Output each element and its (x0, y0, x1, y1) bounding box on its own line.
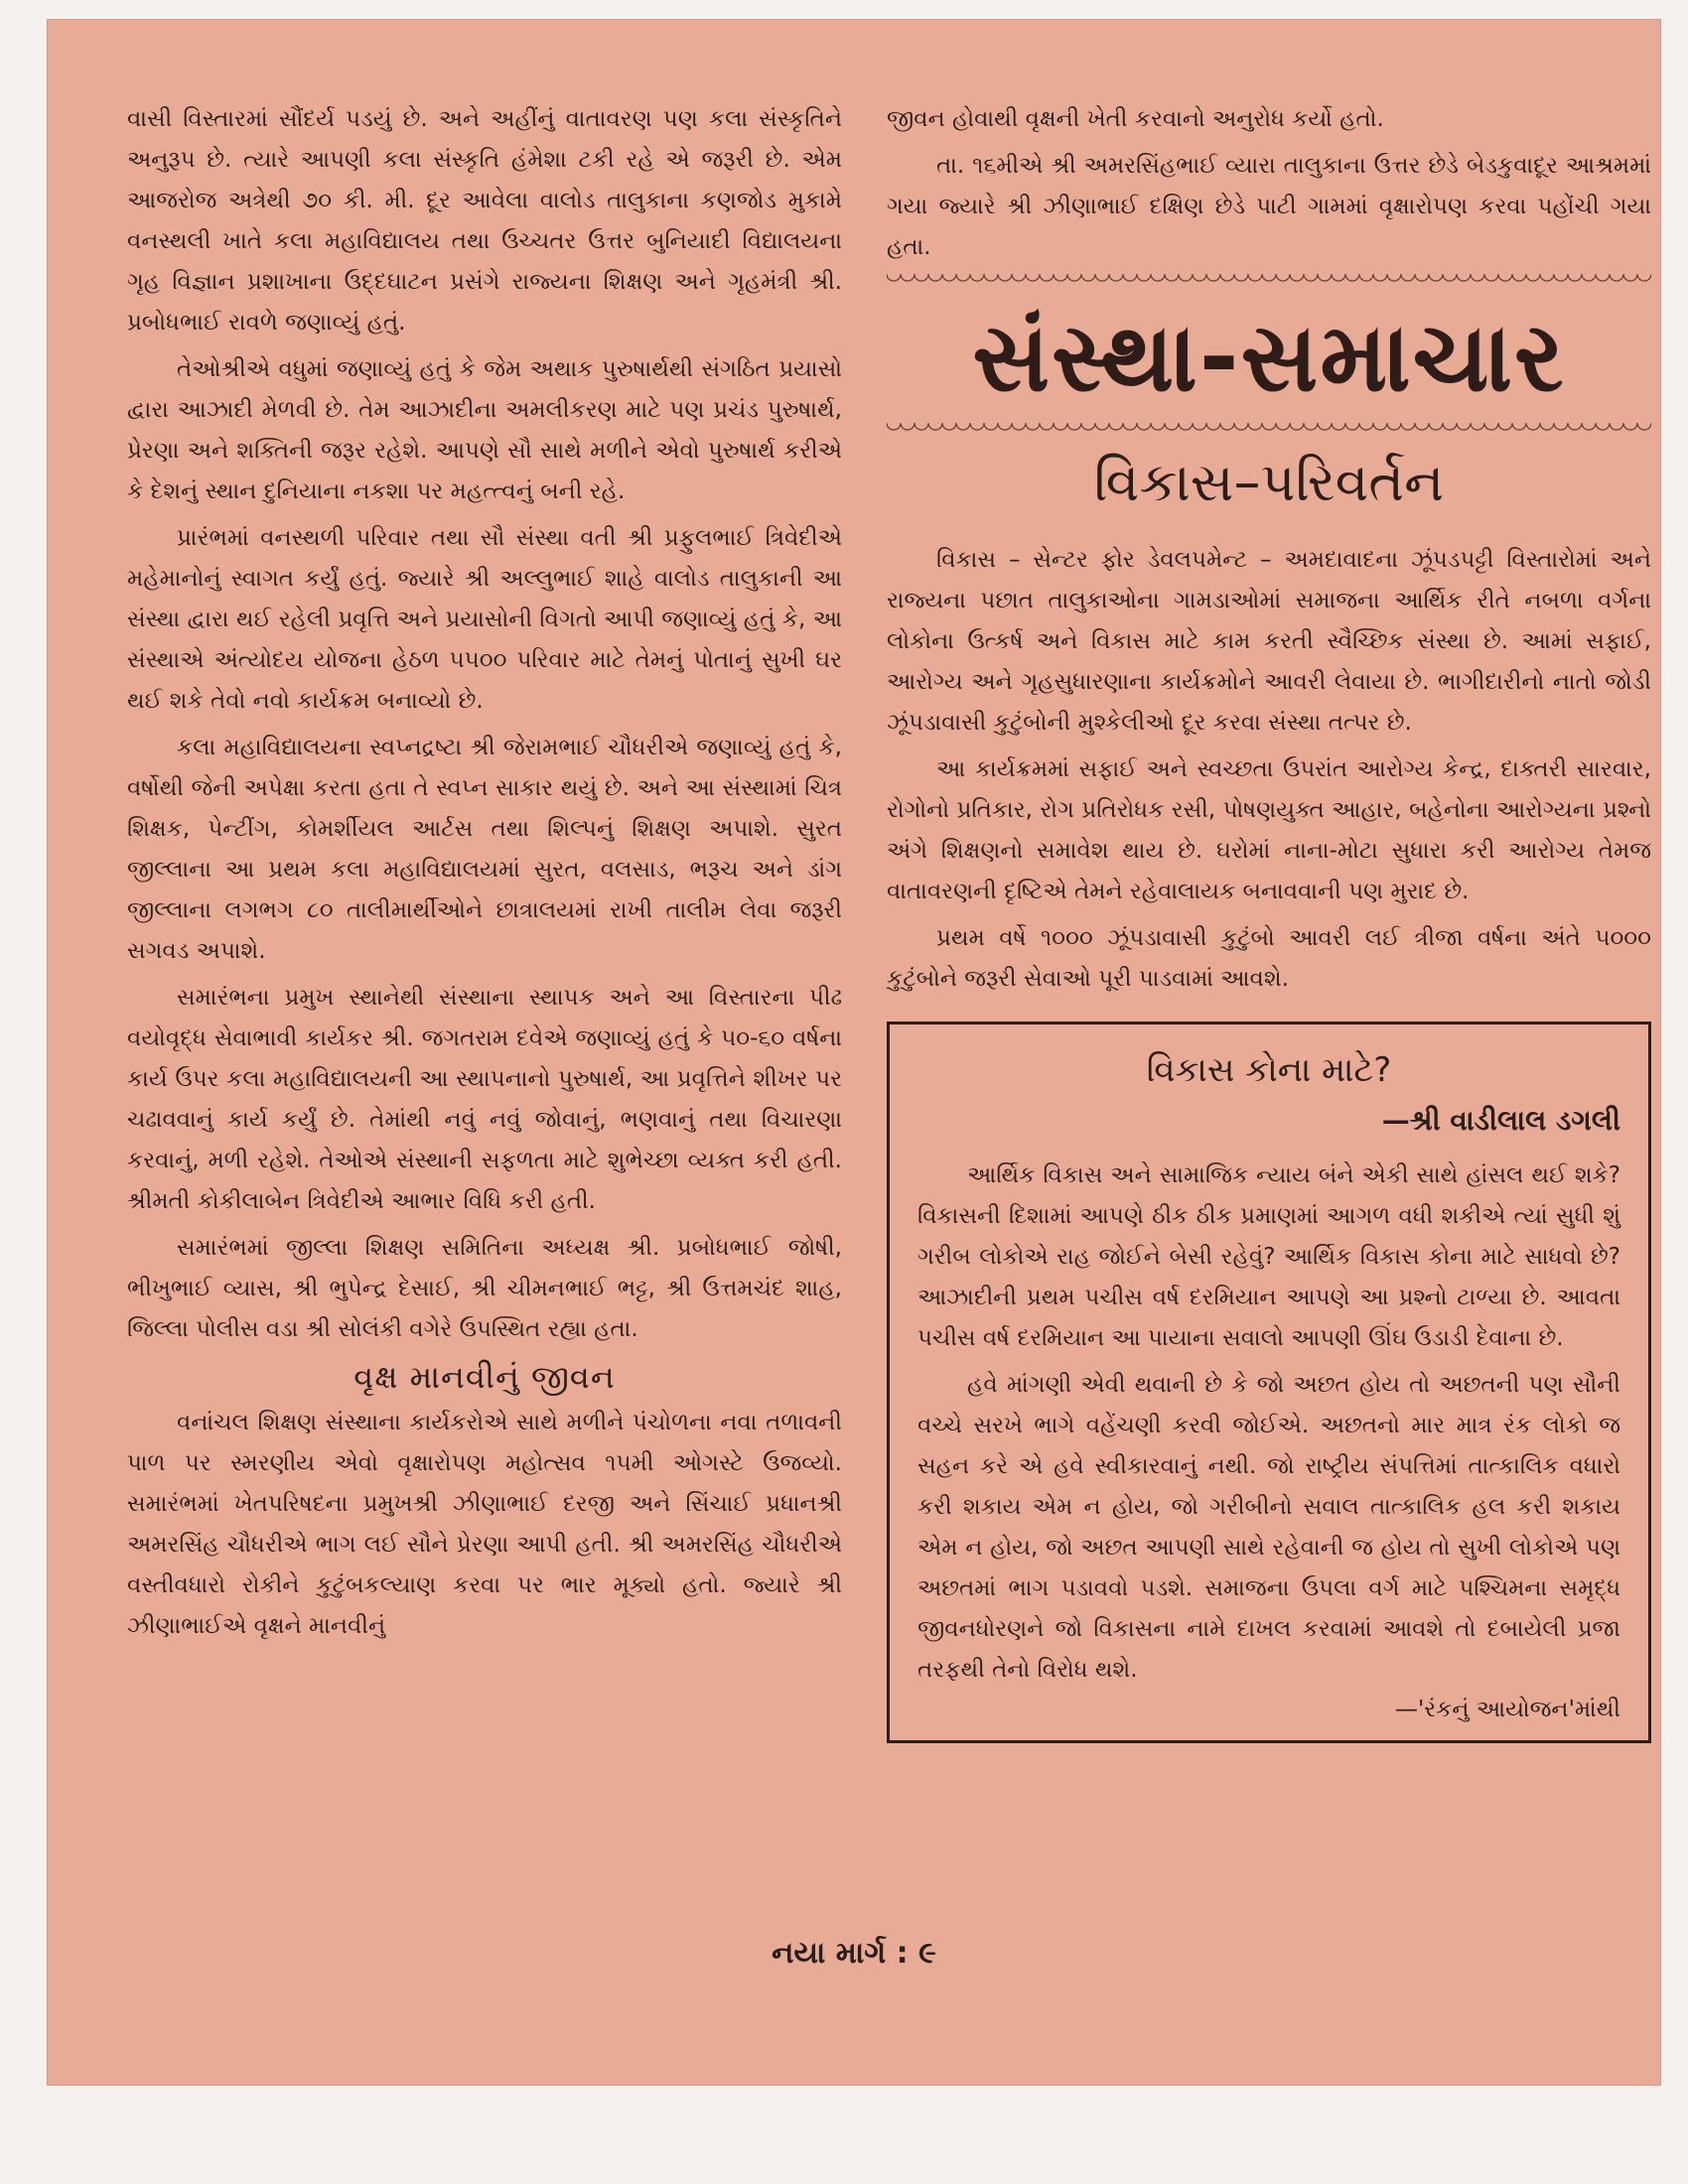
box-paragraph: હવે માંગણી એવી થવાની છે કે જો અછત હોય તો અછતની પણ સૌની વચ્ચે સરખે ભાગે વહેંચણી કરવી જોઈએ. અછતનો માર માત્ર રંક લોકો જ સહન કરે એ હવે સ્વીકારવાનું નથી. જો રાષ્ટ્રીય સંપત્તિમાં તાત્કાલિક વધારો કરી શકાય એમ ન હોય, જો ગરીબીનો સવાલ તાત્કાલિક હલ કરી શકાય એમ ન હોય, જો અછત આપણી સાથે રહેવાની જ હોય તો સુખી લોકોએ પણ અછતમાં ભાગ પડાવવો પડશે. સમાજના ઉપલા વર્ગ માટે પશ્ચિમના સમૃદ્ધ જીવનધોરણને જો વિકાસના નામે દાખલ કરવામાં આવશે તો દબાયેલી પ્રજા તરફથી તેનો વિરોધ થશે. (917, 1372, 1621, 1683)
article-paragraph: સમારંભના પ્રમુખ સ્થાનેથી સંસ્થાના સ્થાપક અને આ વિસ્તારના પીઢ વયોવૃદ્ધ સેવાભાવી કાર્યકર શ્રી. જગતરામ દવેએ જણાવ્યું હતું કે ૫૦-૬૦ વર્ષના કાર્ય ઉપર કલા મહાવિદ્યાલયની આ સ્થાપનાનો પુરુષાર્થ, આ પ્રવૃત્તિને શીખર પર ચઢાવવાનું કાર્ય કર્યું છે. તેમાંથી નવું નવું જોવાનું, ભણવાનું તથા વિચારણા કરવાનું, મળી રહેશે. તેઓએ સંસ્થાની સફળતા માટે શુભેચ્છા વ્યક્ત કરી હતી. શ્રીમતી કોકીલાબેન ત્રિવેદીએ આભાર વિધિ કરી હતી. (127, 985, 842, 1214)
box-paragraph: આર્થિક વિકાસ અને સામાજિક ન્યાય બંને એકી સાથે હાંસલ થઈ શકે? વિકાસની દિશામાં આપણે ઠીક ઠીક પ્રમાણમાં આગળ વધી શકીએ ત્યાં સુધી શું ગરીબ લોકોએ રાહ જોઈને બેસી રહેવું? આર્થિક વિકાસ કોના માટે સાધવો છે? આઝાદીની પ્રથમ પચીસ વર્ષ દરમિયાન આપણે આ પ્રશ્નો ટાળ્યા છે. આવતા પચીસ વર્ષ દરમિયાન આ પાયાના સવાલો આપણી ઊંઘ ઉડાડી દેવાના છે. (917, 1162, 1620, 1351)
page-footer: નયા માર્ગ : ૯ (772, 1936, 936, 1971)
article-paragraph: કલા મહાવિદ્યાલયના સ્વપ્નદ્રષ્ટા શ્રી જેરામભાઈ ચૌધરીએ જણાવ્યું હતું કે, વર્ષોથી જેની અપેક્ષા કરતા હતા તે સ્વપ્ન સાકાર થયું છે. અને આ સંસ્થામાં ચિત્ર શિક્ષક, પેન્ટીંગ, કોમર્શીયલ આર્ટસ તથા શિલ્પનું શિક્ષણ અપાશે. સુરત જીલ્લાના આ પ્રથમ કલા મહાવિદ્યાલયમાં સુરત, વલસાડ, ભરૂચ અને ડાંગ જીલ્લાના લગભગ ૮૦ તાલીમાર્થીઓને છાત્રાલયમાં રાખી તાલીમ લેવા જરૂરી સગવડ અપાશે. (127, 735, 842, 964)
article-paragraph: તેઓશ્રીએ વધુમાં જણાવ્યું હતું કે જેમ અથાક પુરુષાર્થથી સંગઠિત પ્રયાસો દ્વારા આઝાદી મેળવી છે. તેમ આઝાદીના અમલીકરણ માટે પણ પ્રચંડ પુરુષાર્થ, પ્રેરણા અને શક્તિની જરૂર રહેશે. આપણે સૌ સાથે મળીને એવો પુરુષાર્થ કરીએ કે દેશનું સ્થાન દુનિયાના નકશા પર મહત્ત્વનું બની રહે. (127, 356, 842, 504)
section-masthead: સંસ્થા-સમાચાર (972, 302, 1566, 413)
box-source: —'રંકનું આયોજન'માંથી (1394, 1697, 1620, 1722)
article-paragraph: વિકાસ – સેન્ટર ફોર ડેવલપમેન્ટ – અમદાવાદના ઝૂંપડપટ્ટી વિસ્તારોમાં અને રાજ્યના પછાત તાલુકાઓના ગામડાઓમાં સમાજના આર્થિક રીતે નબળા વર્ગના લોકોના ઉત્કર્ષ અને વિકાસ માટે કામ કરતી સ્વૈચ્છિક સંસ્થા છે. આમાં સફાઈ, આરોગ્ય અને ગૃહસુધારણાના કાર્યક્રમોને આવરી લેવાયા છે. ભાગીદારીનો નાતો જોડી ઝૂંપડાવાસી કુટુંબોની મુશ્કેલીઓ દૂર કરવા સંસ્થા તત્પર છે. (887, 547, 1651, 736)
article-paragraph: સમારંભમાં જીલ્લા શિક્ષણ સમિતિના અધ્યક્ષ શ્રી. પ્રબોધભાઈ જોષી, ભીખુભાઈ વ્યાસ, શ્રી ભુપેન્દ્ર દેસાઈ, શ્રી ચીમનભાઈ ભટ્ટ, શ્રી ઉત્તમચંદ શાહ, જિલ્લા પોલીસ વડા શ્રી સોલંકી વગેરે ઉપસ્થિત રહ્યા હતા. (127, 1235, 842, 1342)
wavy-divider (887, 423, 1651, 437)
magazine-page (48, 20, 1660, 2085)
box-author: —શ્રી વાડીલાલ ડગલી (1381, 1104, 1620, 1137)
article-paragraph: આ કાર્યક્રમમાં સફાઈ અને સ્વચ્છતા ઉપરાંત આરોગ્ય કેન્દ્ર, દાક્તરી સારવાર, રોગોનો પ્રતિકાર, રોગ પ્રતિરોધક રસી, પોષણયુક્ત આહાર, બહેનોના આરોગ્યના પ્રશ્નો અંગે શિક્ષણનો સમાવેશ થાય છે. ઘરોમાં નાના-મોટા સુધારા કરી આરોગ્ય તેમજ વાતાવરણની દૃષ્ટિએ તેમને રહેવાલાયક બનાવવાની પણ મુરાદ છે. (887, 756, 1651, 904)
box-title: વિકાસ કોના માટે? (1146, 1050, 1392, 1090)
article-paragraph: જીવન હોવાથી વૃક્ષની ખેતી કરવાનો અનુરોધ કર્યો હતો. (887, 106, 1384, 132)
article-paragraph: વનાંચલ શિક્ષણ સંસ્થાના કાર્યકરોએ સાથે મળીને પંચોળના નવા તળાવની પાળ પર સ્મરણીય એવો વૃક્ષારોપણ મહોત્સવ ૧૫મી ઓગસ્ટે ઉજવ્યો. સમારંભમાં ખેતપરિષદના પ્રમુખશ્રી ઝીણાભાઈ દરજી અને સિંચાઈ પ્રધાનશ્રી અમરસિંહ ચૌધરીએ ભાગ લઈ સૌને પ્રેરણા આપી હતી. શ્રી અમરસિંહ ચૌધરીએ વસ્તીવધારો રોકીને કુટુંબકલ્યાણ કરવા પર ભાર મૂક્યો હતો. જ્યારે શ્રી ઝીણાભાઈએ વૃક્ષને માનવીનું (127, 1410, 842, 1639)
quote-box (887, 1022, 1651, 1743)
right-column (887, 99, 1651, 1743)
left-column (127, 99, 842, 1653)
section-title: વિકાસ–પરિવર્તન (1093, 451, 1445, 513)
article-subheading: વૃક્ષ માનવીનું જીવન (353, 1358, 616, 1396)
article-paragraph: તા. ૧૬મીએ શ્રી અમરસિંહભાઈ વ્યારા તાલુકાના ઉત્તર છેડે બેડકુવાદૂર આશ્રમમાં ગયા જ્યારે શ્રી ઝીણાભાઈ દક્ષિણ છેડે પાટી ગામમાં વૃક્ષારોપણ કરવા પહોંચી ગયા હતા. (887, 153, 1651, 260)
article-paragraph: પ્રથમ વર્ષે ૧૦૦૦ ઝૂંપડાવાસી કુટુંબો આવરી લઈ ત્રીજા વર્ષના અંતે ૫૦૦૦ કુટુંબોને જરૂરી સેવાઓ પૂરી પાડવામાં આવશે. (887, 925, 1651, 992)
wavy-divider (887, 274, 1651, 288)
article-paragraph: પ્રારંભમાં વનસ્થળી પરિવાર તથા સૌ સંસ્થા વતી શ્રી પ્રફુલભાઈ ત્રિવેદીએ મહેમાનોનું સ્વાગત કર્યું હતું. જ્યારે શ્રી અલ્લુભાઈ શાહે વાલોડ તાલુકાની આ સંસ્થા દ્વારા થઈ રહેલી પ્રવૃત્તિ અને પ્રયાસોની વિગતો આપી જણાવ્યું હતું કે, આ સંસ્થાએ અંત્યોદય યોજના હેઠળ ૫૫૦૦ પરિવાર માટે તેમનું પોતાનું સુખી ઘર થઈ શકે તેવો નવો કાર્યક્રમ બનાવ્યો છે. (127, 525, 842, 714)
article-paragraph: વાસી વિસ્તારમાં સૌંદર્ય પડયું છે. અને અહીંનું વાતાવરણ પણ કલા સંસ્કૃતિને અનુરૂપ છે. ત્યારે આપણી કલા સંસ્કૃતિ હંમેશા ટકી રહે એ જરૂરી છે. એમ આજરોજ અત્રેથી ૭૦ કી. મી. દૂર આવેલા વાલોડ તાલુકાના કણજોડ મુકામે વનસ્થલી ખાતે કલા મહાવિદ્યાલય તથા ઉચ્ચતર ઉત્તર બુનિયાદી વિદ્યાલયના ગૃહ વિજ્ઞાન પ્રશાખાના ઉદ્દઘાટન પ્રસંગે રાજ્યના શિક્ષણ અને ગૃહમંત્રી શ્રી. પ્રબોધભાઈ રાવળે જણાવ્યું હતું. (127, 106, 842, 336)
